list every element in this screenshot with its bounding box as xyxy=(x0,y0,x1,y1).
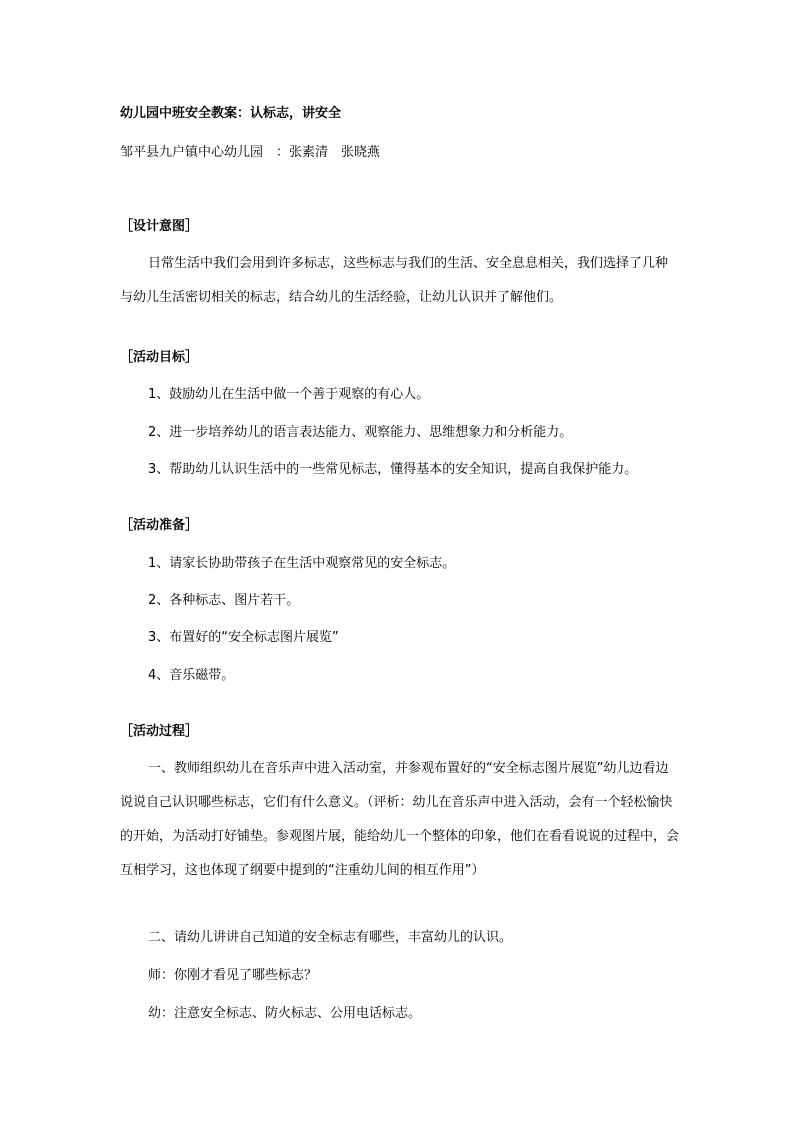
child-line: 幼：注意安全标志、防火标志、公用电话标志。 xyxy=(148,1006,422,1021)
document-title: 幼儿园中班安全教案：认标志，讲安全 xyxy=(120,106,342,121)
goal-item: 3、帮助幼儿认识生活中的一些常见标志，懂得基本的安全知识，提高自我保护能力。 xyxy=(148,462,638,477)
prep-item: 3、布置好的“安全标志图片展览” xyxy=(148,630,339,645)
author-line: 邹平县九户镇中心幼儿园 ：张素清 张晓燕 xyxy=(120,145,381,160)
prep-item: 4、音乐磁带。 xyxy=(148,668,235,683)
goal-item: 2、进一步培养幼儿的语言表达能力、观察能力、思维想象力和分析能力。 xyxy=(148,425,573,440)
goal-item: 1、鼓励幼儿在生活中做一个善于观察的有心人。 xyxy=(148,387,430,402)
section-heading-prep: ［活动准备］ xyxy=(120,518,199,533)
design-paragraph: 日常生活中我们会用到许多标志，这些标志与我们的生活、安全息息相关，我们选择了几种与幼儿生活密切相关的标志，结合幼儿的生活经验，让幼儿认识并了解他们。 xyxy=(120,256,669,305)
process-paragraph-2: 二、请幼儿讲讲自己知道的安全标志有哪些，丰富幼儿的认识。 xyxy=(148,930,513,945)
prep-item: 2、各种标志、图片若干。 xyxy=(148,593,300,608)
section-heading-goals: ［活动目标］ xyxy=(120,350,199,365)
teacher-line: 师：你刚才看见了哪些标志？ xyxy=(148,968,318,983)
section-heading-design: ［设计意图］ xyxy=(120,219,199,234)
process-paragraph-1: 一、教师组织幼儿在音乐声中进入活动室，并参观布置好的“安全标志图片展览”幼儿边看边说说自己认识哪些标志，它们有什么意义。（评析：幼儿在音乐声中进入活动，会有一个轻松愉快的开始，为活动打好铺垫。参观图片展，能给幼儿一个整体的印象，他们在看看说说的过程中，会互相学习，这也体现了纲要中提到的“注重幼儿间的相互作用”） xyxy=(120,761,680,878)
section-heading-process: ［活动过程］ xyxy=(120,724,199,739)
prep-item: 1、请家长协助带孩子在生活中观察常见的安全标志。 xyxy=(148,556,456,571)
